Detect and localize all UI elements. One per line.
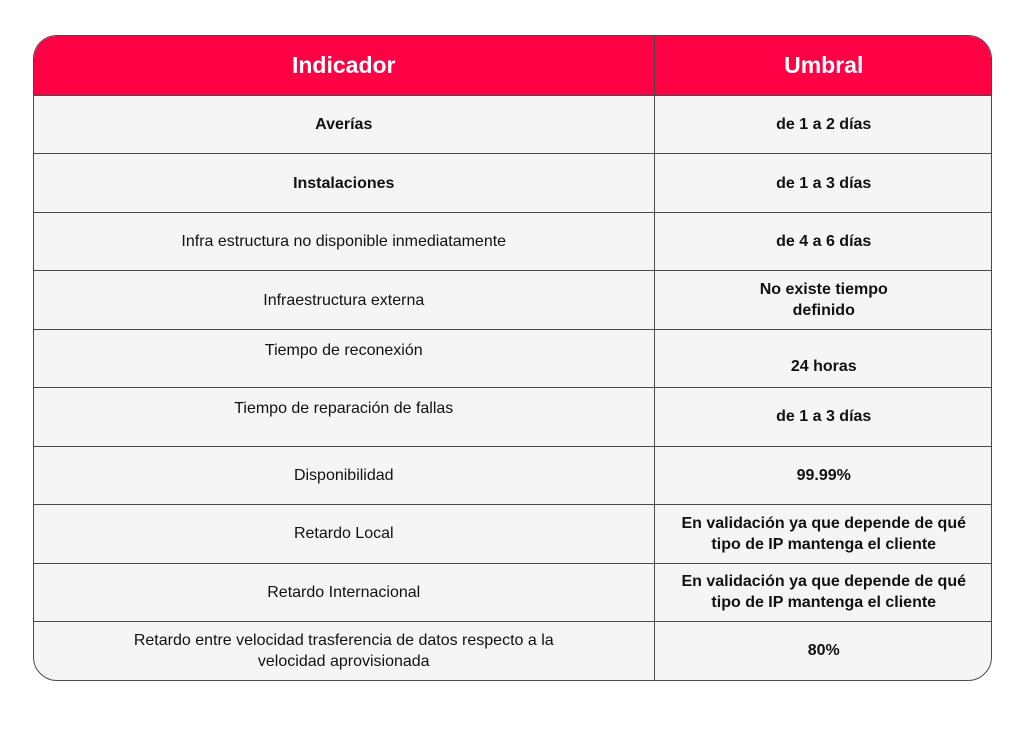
header-threshold: Umbral	[654, 36, 992, 96]
indicator-cell: Infraestructura externa	[34, 271, 654, 329]
table-row	[34, 388, 992, 446]
threshold-cell: de 4 a 6 días	[654, 212, 992, 270]
threshold-text: No existe tiempo definido	[759, 281, 888, 320]
table-header-row	[34, 36, 992, 96]
threshold-text: En validación ya que depende de qué tipo de IP mantenga el cliente	[681, 514, 966, 553]
threshold-cell: de 1 a 2 días	[654, 96, 992, 154]
table-row	[34, 621, 992, 680]
indicator-text: Tiempo de reconexión	[264, 341, 423, 359]
threshold-text: En validación ya que depende de qué tipo de IP mantenga el cliente	[681, 573, 966, 612]
threshold-cell	[654, 271, 992, 329]
threshold-cell: 99.99%	[654, 446, 992, 504]
indicator-cell: Averías	[34, 96, 654, 154]
table-row	[34, 505, 992, 563]
table-row	[34, 154, 992, 212]
indicator-cell	[34, 621, 654, 680]
threshold-text: 24 horas	[790, 357, 857, 375]
indicator-cell	[34, 388, 654, 446]
indicator-cell: Retardo Internacional	[34, 563, 654, 621]
table-row	[34, 563, 992, 621]
threshold-cell: 80%	[654, 621, 992, 680]
threshold-cell	[654, 505, 992, 563]
table-row	[34, 329, 992, 387]
indicator-text: Tiempo de reparación de fallas	[234, 400, 454, 418]
indicator-cell	[34, 329, 654, 387]
threshold-cell: de 1 a 3 días	[654, 388, 992, 446]
threshold-cell	[654, 563, 992, 621]
table-row	[34, 446, 992, 504]
indicator-table-grid	[34, 36, 992, 680]
indicator-cell: Infra estructura no disponible inmediatamente	[34, 212, 654, 270]
threshold-cell	[654, 329, 992, 387]
indicator-cell: Instalaciones	[34, 154, 654, 212]
table-row	[34, 271, 992, 329]
table-row	[34, 96, 992, 154]
threshold-cell: de 1 a 3 días	[654, 154, 992, 212]
indicator-cell: Disponibilidad	[34, 446, 654, 504]
indicator-table	[33, 35, 992, 681]
indicator-cell: Retardo Local	[34, 505, 654, 563]
indicator-text: Retardo entre velocidad trasferencia de datos respecto a la velocidad aprovisionada	[133, 631, 554, 670]
header-indicator: Indicador	[34, 36, 654, 96]
table-row	[34, 212, 992, 270]
